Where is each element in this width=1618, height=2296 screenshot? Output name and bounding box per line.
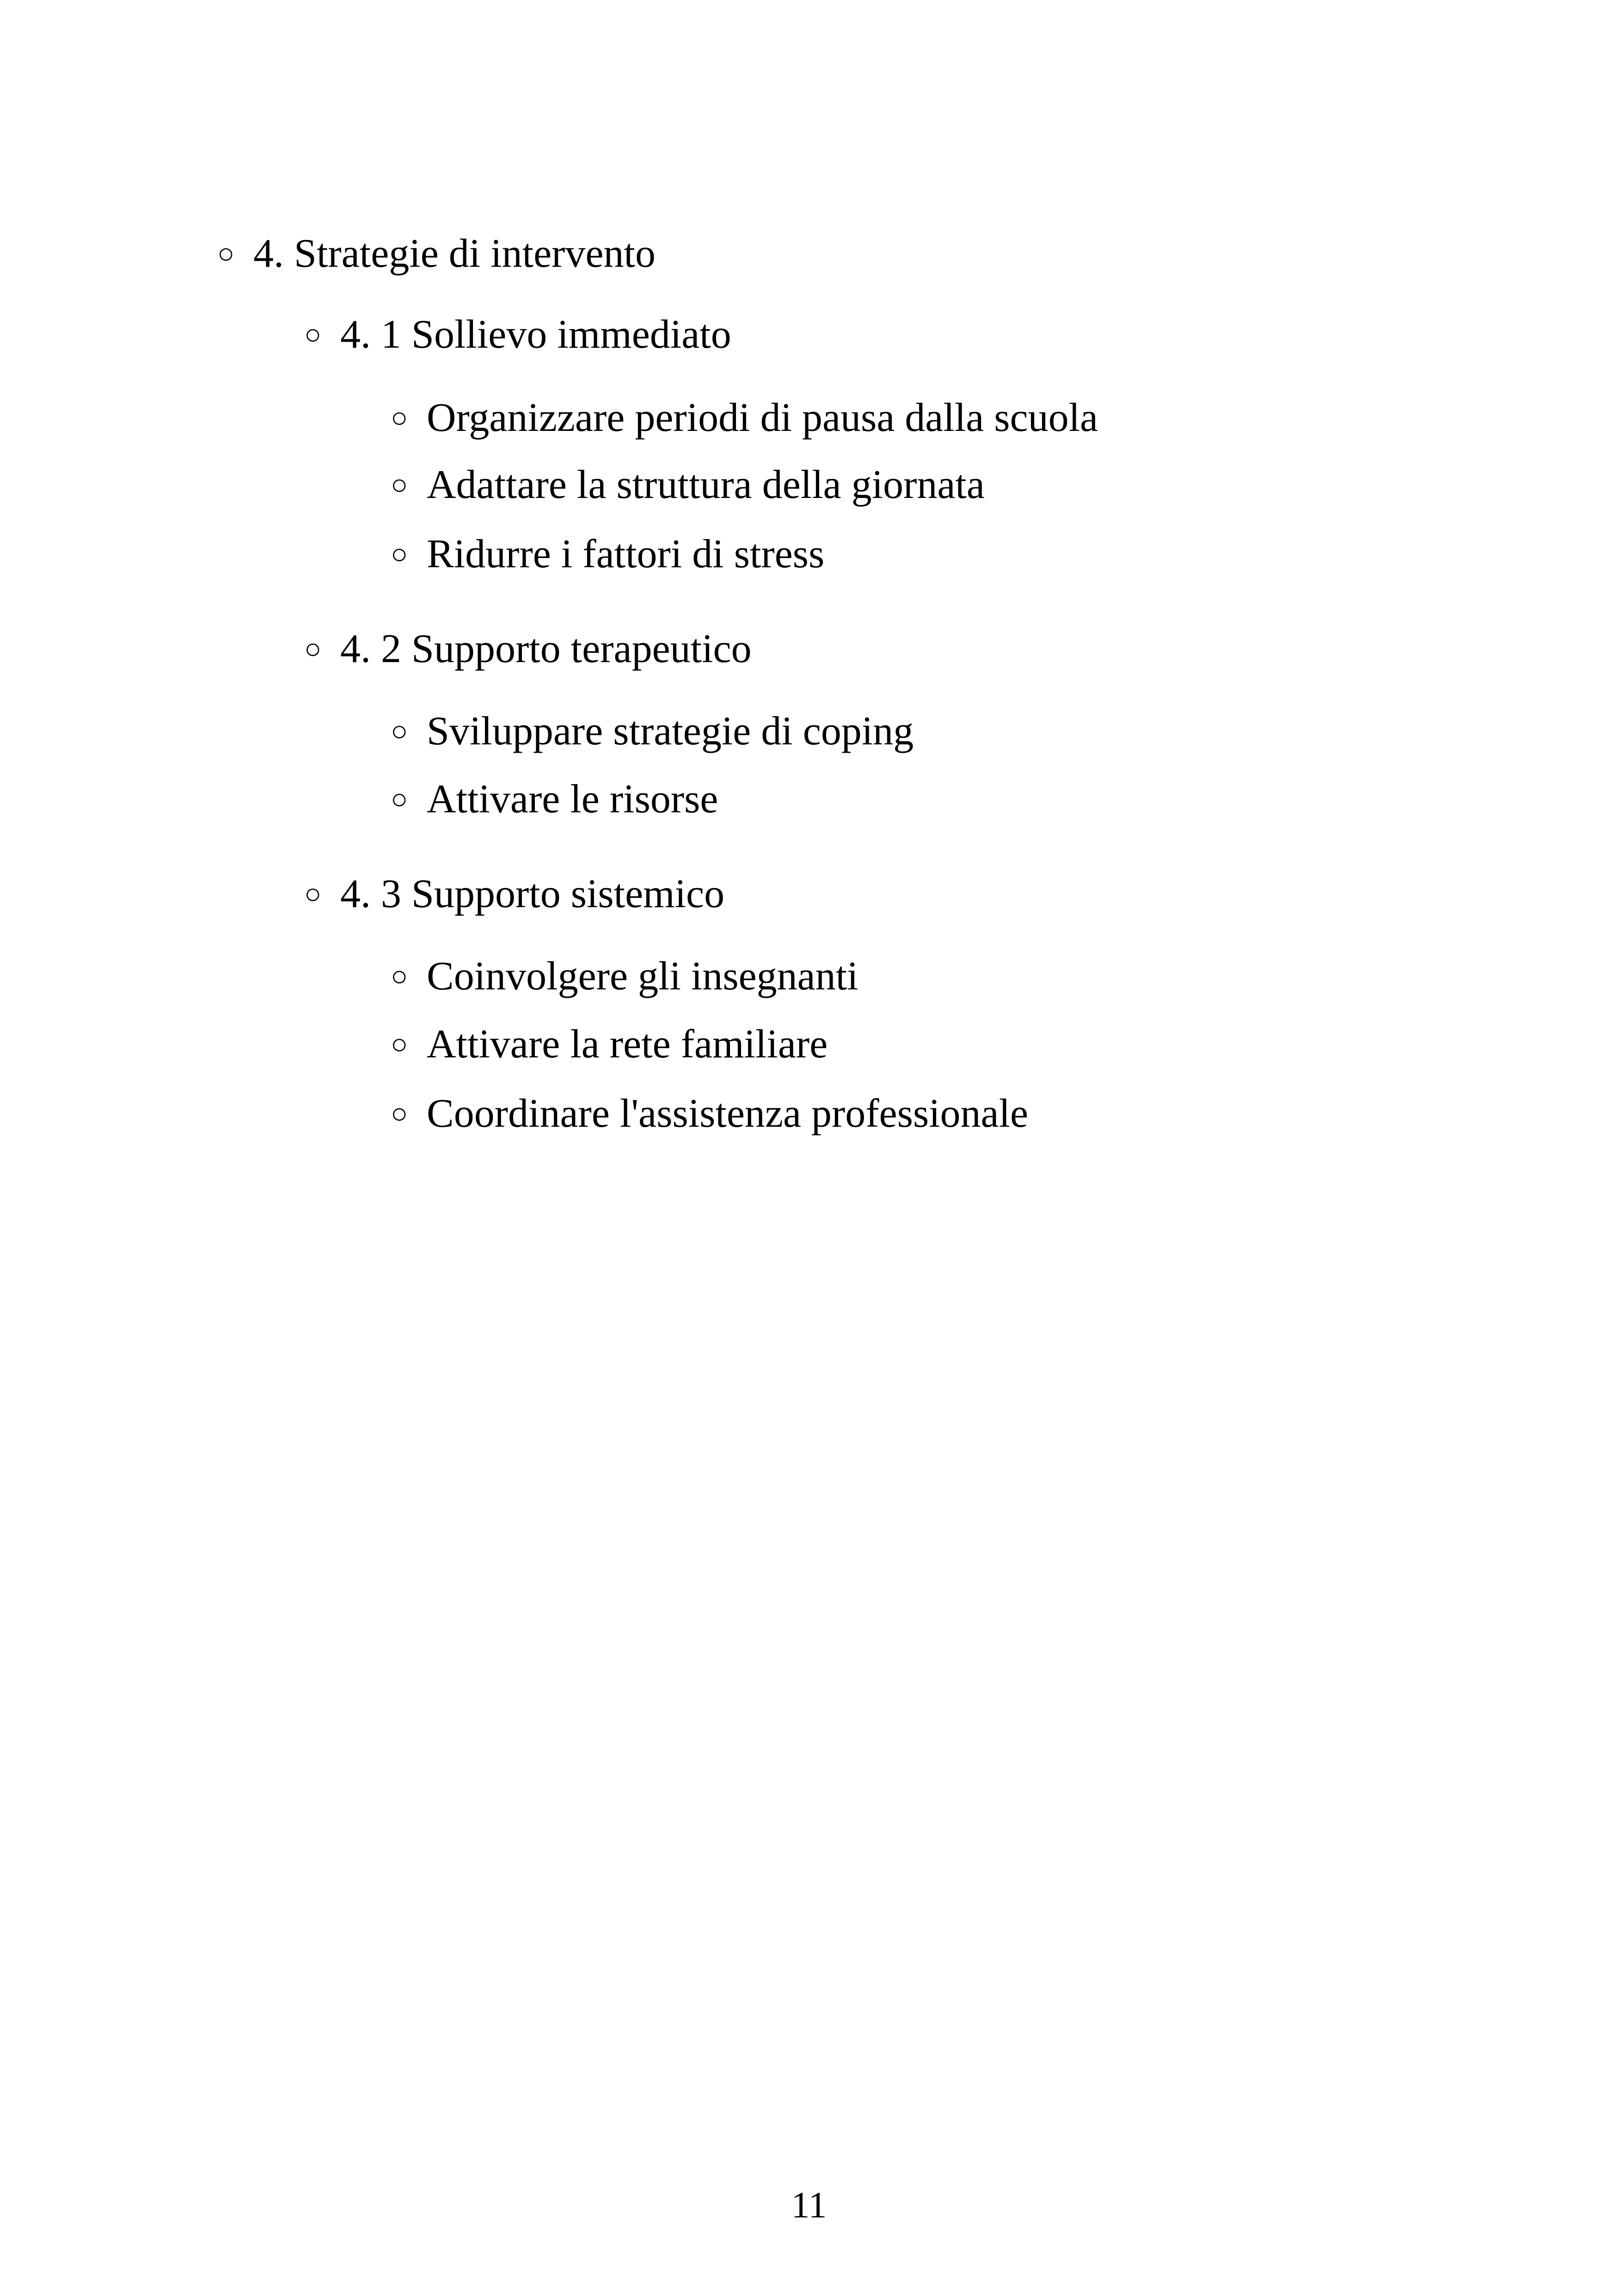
hollow-circle-bullet-icon: ○ [217, 238, 235, 270]
subsection-title: 4. 2 Supporto terapeutico [340, 626, 752, 671]
list-item [391, 711, 913, 752]
hollow-circle-bullet-icon: ○ [391, 961, 408, 992]
list-item [391, 1093, 1028, 1134]
list-item [391, 462, 985, 507]
list-item-subsection [304, 626, 752, 671]
list-item-subsection [304, 874, 724, 915]
list-item-text: Ridurre i fattori di stress [427, 532, 825, 577]
list-item [391, 779, 718, 820]
page-number: 11 [791, 2185, 827, 2226]
list-item-text: Attivare la rete familiare [427, 1022, 828, 1067]
subsection-title: 4. 3 Supporto sistemico [340, 872, 725, 916]
hollow-circle-bullet-icon: ○ [391, 402, 408, 434]
hollow-circle-bullet-icon: ○ [391, 1098, 408, 1130]
list-item-text: Attivare le risorse [427, 777, 718, 822]
section-title: 4. Strategie di intervento [253, 231, 656, 276]
list-item-text: Coordinare l'assistenza professionale [427, 1091, 1029, 1136]
hollow-circle-bullet-icon: ○ [391, 469, 408, 501]
hollow-circle-bullet-icon: ○ [391, 784, 408, 815]
hollow-circle-bullet-icon: ○ [391, 1029, 408, 1060]
list-item [391, 395, 1098, 440]
list-item-text: Coinvolgere gli insegnanti [427, 954, 858, 999]
subsection-title: 4. 1 Sollievo immediato [340, 312, 731, 357]
list-item-text: Organizzare periodi di pausa dalla scuola [427, 395, 1098, 440]
list-item-section [217, 233, 656, 274]
list-item [391, 534, 824, 575]
list-item [391, 1024, 827, 1065]
list-item-text: Sviluppare strategie di coping [427, 709, 914, 754]
list-item-text: Adattare la struttura della giornata [427, 462, 985, 507]
hollow-circle-bullet-icon: ○ [304, 878, 322, 910]
hollow-circle-bullet-icon: ○ [304, 319, 322, 350]
hollow-circle-bullet-icon: ○ [304, 633, 322, 665]
list-item [391, 956, 858, 997]
list-item-subsection [304, 314, 731, 355]
hollow-circle-bullet-icon: ○ [391, 539, 408, 570]
hollow-circle-bullet-icon: ○ [391, 716, 408, 747]
